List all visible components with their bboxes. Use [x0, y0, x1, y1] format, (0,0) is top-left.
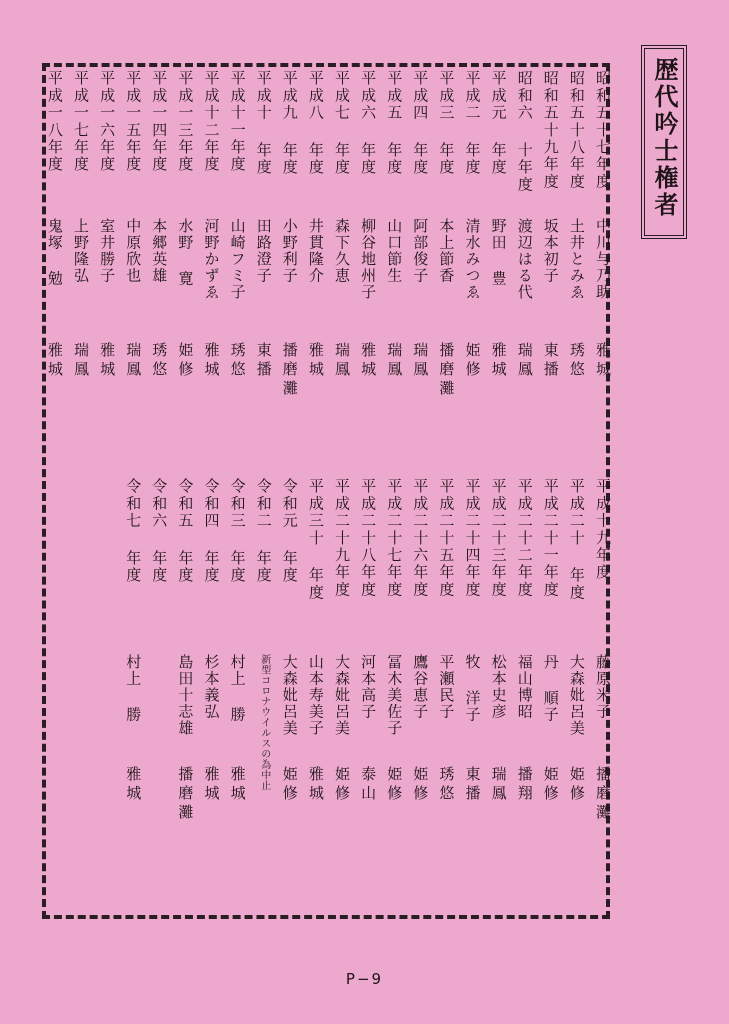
school-name: 瑞鳳: [489, 766, 508, 804]
champion-name: 鷹谷恵子: [411, 654, 430, 720]
school-name: 瑞鳳: [411, 342, 430, 380]
school-name: 瑞鳳: [124, 342, 143, 380]
era-cell: 平成二十五年度: [437, 478, 456, 599]
era-cell: 平成七 年度: [333, 70, 351, 177]
school-name: 播磨灘: [594, 766, 612, 823]
school-name: 姫修: [176, 342, 195, 380]
school-name: 琇悠: [437, 766, 456, 804]
champion-name: 山口節生: [385, 218, 404, 284]
era-cell: 平成二十二年度: [515, 478, 534, 599]
champion-name: 中原欣也: [124, 218, 143, 284]
school-name: 雅城: [489, 342, 508, 380]
era-cell: 平成十 年度: [254, 70, 273, 177]
champion-name: 冨木美佐子: [385, 654, 404, 737]
era-cell: 昭和五十九年度: [541, 70, 560, 191]
champion-name: 清水みつゑ: [463, 218, 482, 301]
champion-name: 福山博昭: [515, 654, 534, 720]
champion-name: 河本高子: [359, 654, 378, 720]
school-name: 姫修: [280, 766, 299, 804]
champion-name: 野田 豊: [489, 218, 508, 287]
champion-name: 大森妣呂美: [333, 654, 351, 737]
champion-name: 渡辺はる代: [515, 218, 534, 301]
school-name: 姫修: [541, 766, 560, 804]
champion-name: 大森妣呂美: [280, 654, 299, 737]
era-cell: 平成六 年度: [359, 70, 378, 177]
champion-name: 鬼塚 勉: [45, 218, 64, 287]
era-cell: 平成三十 年度: [306, 478, 325, 602]
champion-name: 水野 寛: [176, 218, 195, 287]
era-cell: 平成十二年度: [202, 70, 221, 174]
school-name: 雅城: [594, 342, 612, 380]
school-name: 瑞鳳: [515, 342, 534, 380]
school-name: 瑞鳳: [385, 342, 404, 380]
school-name: 雅城: [98, 342, 117, 380]
champion-name: 島田十志雄: [176, 654, 195, 737]
era-cell: 平成元 年度: [489, 70, 508, 177]
school-name: 東播: [541, 342, 560, 380]
champion-name: 室井勝子: [98, 218, 117, 284]
era-cell: 平成二十三年度: [489, 478, 508, 599]
school-name: 雅城: [202, 766, 221, 804]
champion-name: 森下久恵: [333, 218, 351, 284]
school-name: 雅城: [45, 342, 64, 380]
school-name: 琇悠: [567, 342, 586, 380]
era-cell: 平成八 年度: [306, 70, 325, 177]
era-cell: 令和四 年度: [202, 478, 221, 585]
era-cell: 平成二十四年度: [463, 478, 482, 599]
champion-name: 中川与乃助: [594, 218, 612, 301]
school-name: 雅城: [202, 342, 221, 380]
champion-name: 山崎フミ子: [228, 218, 247, 301]
school-name: 姫修: [567, 766, 586, 804]
champion-name: 村上 勝: [124, 654, 143, 723]
school-name: 雅城: [228, 766, 247, 804]
era-cell: 平成九 年度: [280, 70, 299, 177]
era-cell: 平成一三年度: [176, 70, 195, 174]
era-cell: 平成十一年度: [228, 70, 247, 174]
champion-name: 村上 勝: [228, 654, 247, 723]
school-name: 雅城: [124, 766, 143, 804]
school-name: 東播: [254, 342, 273, 380]
era-cell: 令和五 年度: [176, 478, 195, 585]
title-box: [644, 48, 684, 236]
era-cell: 平成二十 年度: [567, 478, 586, 602]
era-cell: 昭和五十七年度: [594, 70, 612, 191]
era-cell: 平成五 年度: [385, 70, 404, 177]
champion-name: 牧 洋子: [463, 654, 482, 723]
era-cell: 平成四 年度: [411, 70, 430, 177]
school-name: 姫修: [411, 766, 430, 804]
page-title: 歴代吟士権者: [650, 57, 678, 219]
era-cell: 平成一七年度: [72, 70, 90, 174]
page-number: P−9: [345, 970, 384, 988]
champion-name: 松本史彦: [489, 654, 508, 720]
era-cell: 令和七 年度: [124, 478, 143, 585]
era-cell: 令和二 年度: [254, 478, 273, 585]
era-cell: 令和六 年度: [150, 478, 169, 585]
champion-name: 平瀬民子: [437, 654, 456, 720]
school-name: 姫修: [463, 342, 482, 380]
school-name: 東播: [463, 766, 482, 804]
champion-name: 本郷英雄: [150, 218, 169, 284]
school-name: 泰山: [359, 766, 378, 804]
champion-name: 山本寿美子: [306, 654, 325, 737]
champion-name: 田路澄子: [254, 218, 273, 284]
champion-name: 井貫隆介: [306, 218, 325, 284]
champion-name: 河野かずゑ: [202, 218, 221, 301]
champion-name: 阿部俊子: [411, 218, 430, 284]
champion-name: 大森妣呂美: [567, 654, 586, 737]
school-name: 播磨灘: [280, 342, 299, 399]
champion-name: 本上節香: [437, 218, 456, 284]
era-cell: 平成二十六年度: [411, 478, 430, 599]
school-name: 瑞鳳: [72, 342, 90, 380]
era-cell: 昭和六 十年度: [515, 70, 534, 194]
school-name: 播磨灘: [176, 766, 195, 823]
era-cell: 平成一六年度: [98, 70, 117, 174]
era-cell: 令和元 年度: [280, 478, 299, 585]
era-cell: 平成二十一年度: [541, 478, 560, 599]
school-name: 姫修: [385, 766, 404, 804]
champion-name: 柳谷地州子: [359, 218, 378, 301]
era-cell: 平成一五年度: [124, 70, 143, 174]
school-name: 雅城: [359, 342, 378, 380]
school-name: 雅城: [306, 342, 325, 380]
era-cell: 平成二十七年度: [385, 478, 404, 599]
school-name: 雅城: [306, 766, 325, 804]
champion-name: 杉本義弘: [202, 654, 221, 720]
champion-name: 上野隆弘: [72, 218, 90, 284]
era-cell: 平成二十八年度: [359, 478, 378, 599]
champion-name: 小野利子: [280, 218, 299, 284]
school-name: 姫修: [333, 766, 351, 804]
era-cell: 平成一八年度: [45, 70, 64, 174]
champion-name: 丹 順子: [541, 654, 560, 723]
era-cell: 平成十九年度: [594, 478, 612, 582]
champion-name: 藤原米子: [594, 654, 612, 720]
era-cell: 平成三 年度: [437, 70, 456, 177]
era-cell: 令和三 年度: [228, 478, 247, 585]
champion-name: 土井とみゑ: [567, 218, 586, 301]
school-name: 播磨灘: [437, 342, 456, 399]
school-name: 琇悠: [150, 342, 169, 380]
champion-name: 坂本初子: [541, 218, 560, 284]
era-cell: 平成一四年度: [150, 70, 169, 174]
era-cell: 平成二十九年度: [333, 478, 351, 599]
era-cell: 昭和五十八年度: [567, 70, 586, 191]
school-name: 播翔: [515, 766, 534, 804]
school-name: 琇悠: [228, 342, 247, 380]
era-cell: 平成二 年度: [463, 70, 482, 177]
school-name: 瑞鳳: [333, 342, 351, 380]
cancellation-note: 新型コロナウイルスの為中止: [258, 654, 270, 791]
